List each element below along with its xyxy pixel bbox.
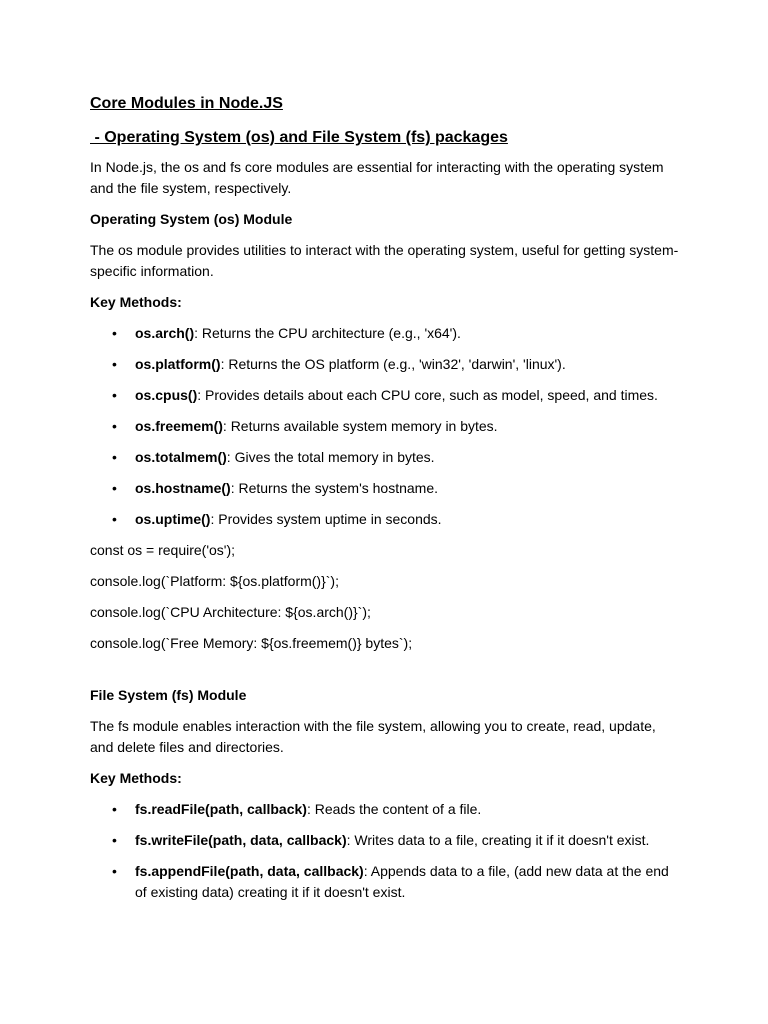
list-item: [90, 861, 682, 903]
method-name: os.uptime(): [135, 511, 211, 527]
method-name: os.cpus(): [135, 387, 198, 403]
fs-key-methods-label: Key Methods:: [90, 770, 182, 786]
document-subtitle: - Operating System (os) and File System (fs) packages: [90, 129, 508, 146]
method-description: : Writes data to a file, creating it if it doesn't exist.: [346, 832, 650, 848]
method-description: : Returns available system memory in bytes.: [222, 418, 498, 434]
code-line: console.log(`Platform: ${os.platform()}`);: [90, 573, 339, 589]
fs-section-heading: File System (fs) Module: [90, 687, 247, 703]
os-description: The os module provides utilities to interact with the operating system, useful for getting system-specific information.: [90, 242, 679, 279]
method-name: fs.writeFile(path, data, callback): [135, 832, 347, 848]
method-name: fs.readFile(path, callback): [135, 801, 307, 817]
os-key-methods-label: Key Methods:: [90, 294, 182, 310]
method-description: : Returns the CPU architecture (e.g., 'x64').: [194, 325, 461, 341]
method-description: : Appends data to a file, (add new data at the end of existing data) creating it if it doesn't exist.: [135, 863, 669, 900]
list-item: [90, 447, 682, 468]
os-section-heading: Operating System (os) Module: [90, 211, 293, 227]
method-description: : Reads the content of a file.: [306, 801, 482, 817]
method-description: : Gives the total memory in bytes.: [226, 449, 435, 465]
method-name: os.hostname(): [135, 480, 231, 496]
fs-methods-list: [90, 799, 682, 903]
list-item: [90, 416, 682, 437]
document-title: Core Modules in Node.JS: [90, 95, 283, 112]
fs-description: The fs module enables interaction with the file system, allowing you to create, read, update, and delete files and directories.: [90, 718, 656, 755]
intro-paragraph: In Node.js, the os and fs core modules are essential for interacting with the operating system and the file system, respectively.: [90, 159, 664, 196]
list-item: [90, 799, 682, 820]
document-page: [90, 93, 682, 913]
method-name: os.platform(): [135, 356, 221, 372]
list-item: [90, 830, 682, 851]
code-line: console.log(`CPU Architecture: ${os.arch()}`);: [90, 604, 371, 620]
method-description: : Provides system uptime in seconds.: [210, 511, 442, 527]
os-methods-list: [90, 323, 682, 530]
method-description: : Provides details about each CPU core, such as model, speed, and times.: [197, 387, 658, 403]
blank-line: [90, 664, 682, 685]
method-name: os.totalmem(): [135, 449, 227, 465]
method-description: : Returns the system's hostname.: [230, 480, 439, 496]
list-item: [90, 509, 682, 530]
method-description: : Returns the OS platform (e.g., 'win32', 'darwin', 'linux').: [220, 356, 566, 372]
method-name: fs.appendFile(path, data, callback): [135, 863, 364, 879]
code-line: const os = require('os');: [90, 542, 236, 558]
method-name: os.arch(): [135, 325, 195, 341]
list-item: [90, 385, 682, 406]
list-item: [90, 478, 682, 499]
method-name: os.freemem(): [135, 418, 223, 434]
list-item: [90, 354, 682, 375]
code-line: console.log(`Free Memory: ${os.freemem()} bytes`);: [90, 635, 413, 651]
list-item: [90, 323, 682, 344]
